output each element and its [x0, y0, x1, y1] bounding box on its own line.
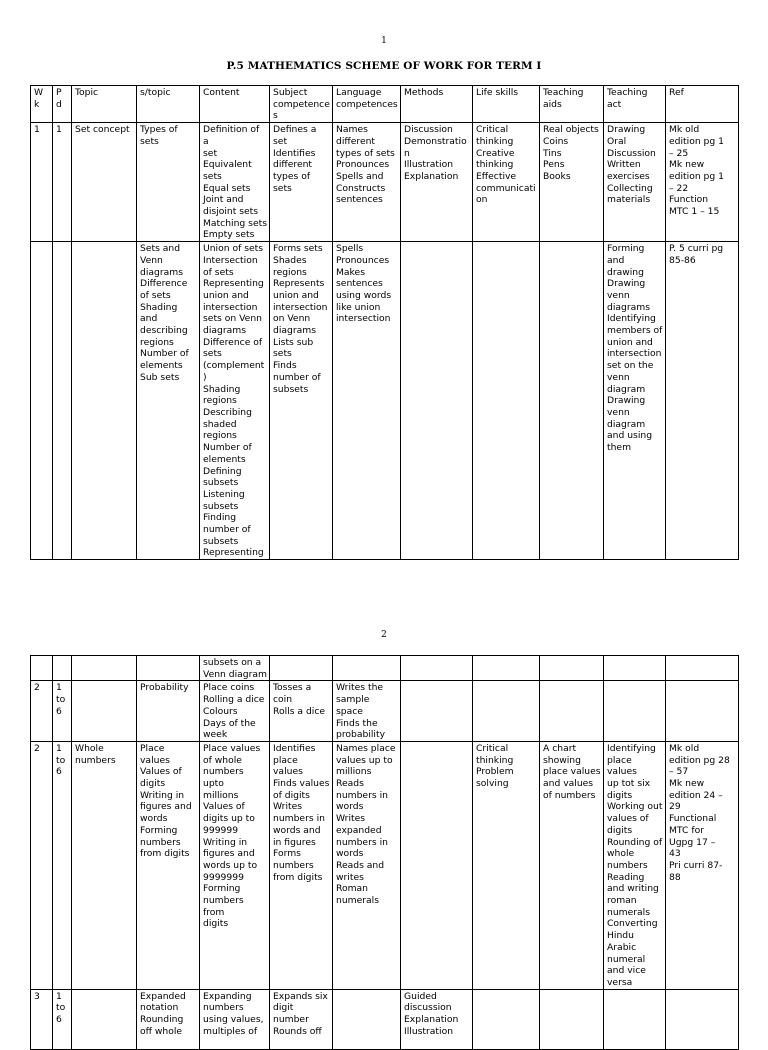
- table-cell: [53, 242, 72, 560]
- table-cell: Expands six digit number Rounds off: [270, 989, 333, 1049]
- table-cell: Expanding numbers using values, multiples of: [200, 989, 270, 1049]
- header-cell: P d: [53, 86, 72, 123]
- table-cell: Probability: [137, 681, 200, 742]
- table-cell: Set concept: [72, 123, 137, 242]
- table-cell: [540, 681, 604, 742]
- table-cell: [270, 656, 333, 681]
- table-cell: Names different types of sets Pronounces Spells and Constructs sentences: [333, 123, 401, 242]
- table-cell: P. 5 curri pg 85-86: [666, 242, 739, 560]
- table-cell: [72, 656, 137, 681]
- table-cell: 1: [31, 123, 53, 242]
- table-cell: [401, 656, 473, 681]
- table-cell: Defines a set Identifies different types of sets: [270, 123, 333, 242]
- table-cell: Spells Pronounces Makes sentences using words like union intersection: [333, 242, 401, 560]
- table-cell: Discussion Demonstratio n Illustration Explanation: [401, 123, 473, 242]
- table-row: [31, 989, 739, 1049]
- table-cell: [666, 681, 739, 742]
- table-cell: Identifies place values Finds values of digits Writes numbers in words and in figures Forms numbers from digits: [270, 741, 333, 989]
- table-row: [31, 123, 739, 242]
- header-cell: W k: [31, 86, 53, 123]
- table-cell: Names place values up to millions Reads numbers in words Writes expanded numbers in words Reads and writes Roman numerals: [333, 741, 401, 989]
- page-number: 1: [381, 36, 387, 46]
- table-cell: [53, 656, 72, 681]
- table-cell: [604, 681, 666, 742]
- table-cell: [72, 242, 137, 560]
- header-cell: Life skills: [473, 86, 540, 123]
- header-cell: Subject competence s: [270, 86, 333, 123]
- table-cell: 1 to 6: [53, 681, 72, 742]
- table-cell: 2: [31, 741, 53, 989]
- table-cell: Place values of whole numbers upto millions Values of digits up to 999999 Writing in figures and words up to 9999999 Forming numbers from digits: [200, 741, 270, 989]
- table-cell: subsets on a Venn diagram: [200, 656, 270, 681]
- table-cell: [72, 989, 137, 1049]
- table-cell: [604, 989, 666, 1049]
- page-number: 2: [381, 630, 387, 640]
- table-cell: [31, 656, 53, 681]
- table-cell: Mk old edition pg 28 – 57 Mk new edition 24 – 29 Functional MTC for Ugpg 17 – 43 Pri curri 87- 88: [666, 741, 739, 989]
- header-cell: s/topic: [137, 86, 200, 123]
- table-cell: Real objects Coins Tins Pens Books: [540, 123, 604, 242]
- table-cell: Definition of a set Equivalent sets Equal sets Joint and disjoint sets Matching sets Empty sets: [200, 123, 270, 242]
- table-row: [31, 242, 739, 560]
- table-cell: [401, 681, 473, 742]
- header-cell: Teaching act: [604, 86, 666, 123]
- table-cell: [540, 242, 604, 560]
- table-cell: [540, 656, 604, 681]
- table-cell: [137, 656, 200, 681]
- table-cell: Whole numbers: [72, 741, 137, 989]
- table-cell: [666, 656, 739, 681]
- table-cell: Place values Values of digits Writing in figures and words Forming numbers from digits: [137, 741, 200, 989]
- header-cell: Methods: [401, 86, 473, 123]
- table-cell: Writes the sample space Finds the probability: [333, 681, 401, 742]
- table-cell: [666, 989, 739, 1049]
- table-cell: Critical thinking Problem solving: [473, 741, 540, 989]
- table-row: [31, 741, 739, 989]
- table-cell: Mk old edition pg 1 – 25 Mk new edition pg 1 – 22 Function MTC 1 – 15: [666, 123, 739, 242]
- table-header-row: [31, 86, 739, 123]
- table-cell: Expanded notation Rounding off whole: [137, 989, 200, 1049]
- table-cell: Place coins Rolling a dice Colours Days of the week: [200, 681, 270, 742]
- table-cell: Critical thinking Creative thinking Effective communicati on: [473, 123, 540, 242]
- table-cell: 3: [31, 989, 53, 1049]
- scheme-of-work-table-page-1: [30, 85, 739, 560]
- table-cell: [333, 989, 401, 1049]
- header-cell: Content: [200, 86, 270, 123]
- table-cell: [333, 656, 401, 681]
- document-title: P.5 MATHEMATICS SCHEME OF WORK FOR TERM I: [226, 60, 542, 72]
- header-cell: Teaching aids: [540, 86, 604, 123]
- scheme-of-work-table-page-2: [30, 655, 739, 1050]
- table-cell: [72, 681, 137, 742]
- table-cell: Forms sets Shades regions Represents union and intersection on Venn diagrams Lists sub sets Finds number of subsets: [270, 242, 333, 560]
- table-cell: [401, 242, 473, 560]
- table-cell: A chart showing place values and values of numbers: [540, 741, 604, 989]
- table-cell: Guided discussion Explanation Illustration: [401, 989, 473, 1049]
- table-row: [31, 656, 739, 681]
- table-cell: Tosses a coin Rolls a dice: [270, 681, 333, 742]
- header-cell: Language competences: [333, 86, 401, 123]
- header-cell: Topic: [72, 86, 137, 123]
- table-cell: Types of sets: [137, 123, 200, 242]
- table-cell: [540, 989, 604, 1049]
- table-cell: Sets and Venn diagrams Difference of sets Shading and describing regions Number of elements Sub sets: [137, 242, 200, 560]
- table-cell: Drawing Oral Discussion Written exercises Collecting materials: [604, 123, 666, 242]
- table-cell: 1 to 6: [53, 741, 72, 989]
- table-cell: [473, 656, 540, 681]
- table-cell: [473, 989, 540, 1049]
- table-cell: [604, 656, 666, 681]
- header-cell: Ref: [666, 86, 739, 123]
- table-cell: 1 to 6: [53, 989, 72, 1049]
- table-cell: Forming and drawing Drawing venn diagrams Identifying members of union and intersection set on the venn diagram Drawing venn diagram and using them: [604, 242, 666, 560]
- table-cell: 2: [31, 681, 53, 742]
- table-cell: [473, 681, 540, 742]
- table-cell: [31, 242, 53, 560]
- table-cell: [473, 242, 540, 560]
- table-cell: [401, 741, 473, 989]
- table-row: [31, 681, 739, 742]
- table-cell: Union of sets Intersection of sets Representing union and intersection sets on Venn diagrams Difference of sets (complement) Shading regions Describing shaded regions Number of elements Defining subsets Listening subsets Finding number of subsets Representing: [200, 242, 270, 560]
- table-cell: 1: [53, 123, 72, 242]
- table-cell: Identifying place values up tot six digits Working out values of digits Rounding of whole numbers Reading and writing roman numerals Converting Hindu Arabic numeral and vice versa: [604, 741, 666, 989]
